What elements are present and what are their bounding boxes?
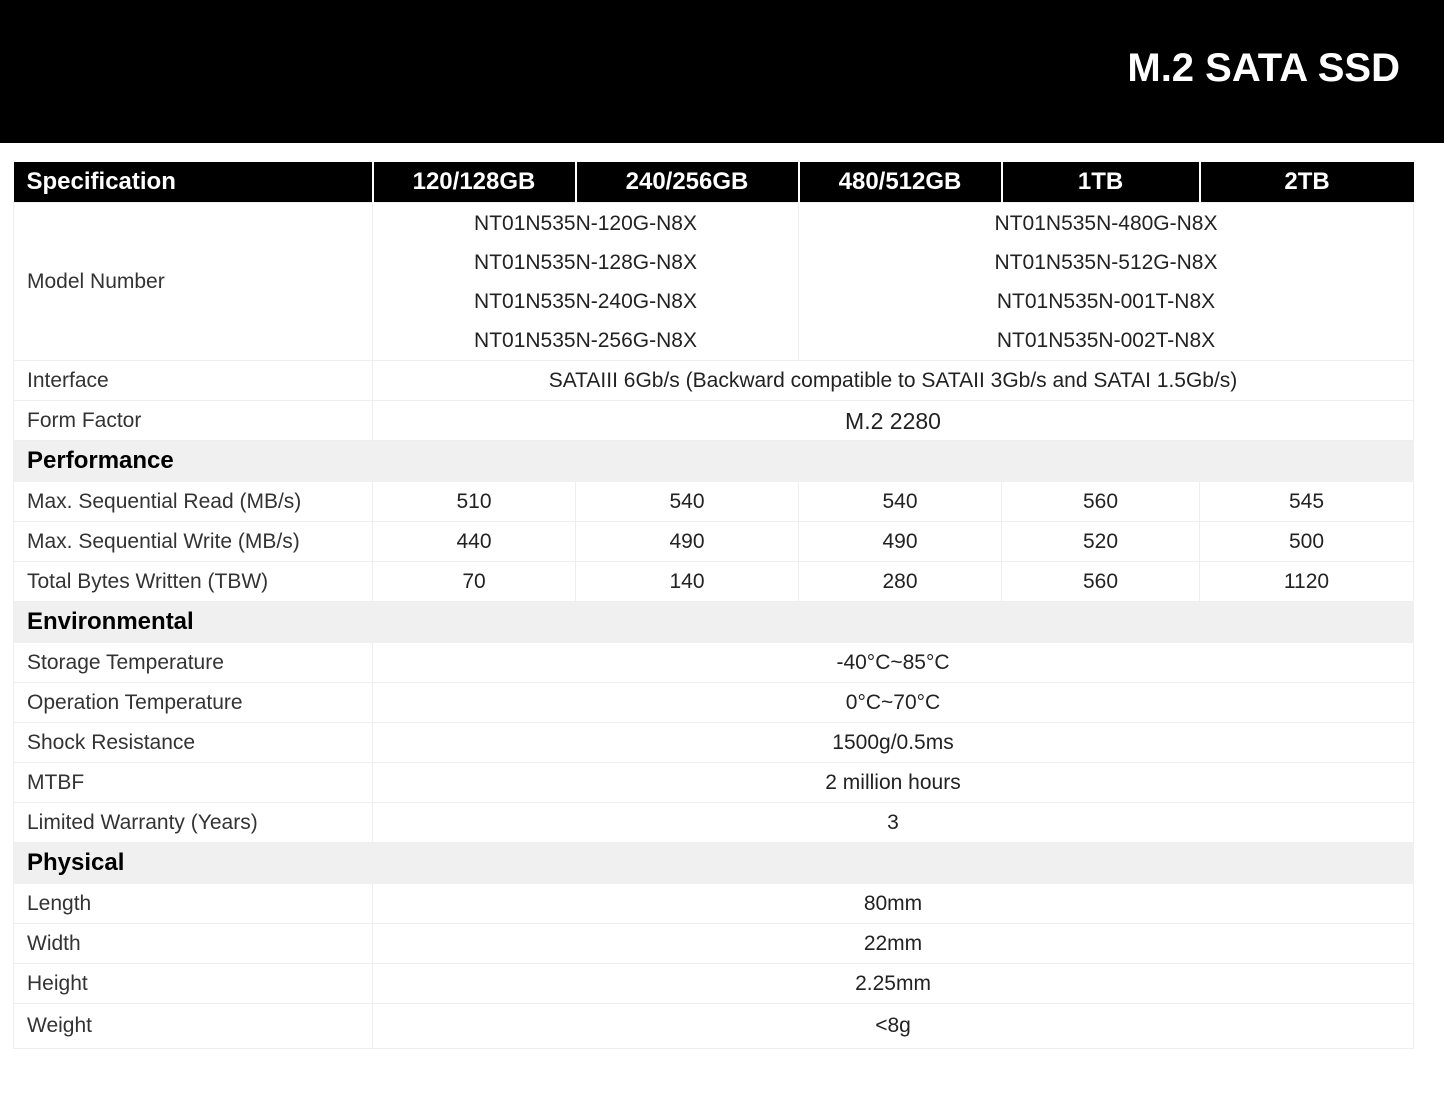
cell-value: 440 xyxy=(373,522,576,562)
model-number: NT01N535N-256G-N8X xyxy=(474,328,697,352)
row-value: 22mm xyxy=(373,924,1414,964)
table-row xyxy=(14,763,1414,803)
table-row xyxy=(14,884,1414,924)
table-row xyxy=(14,203,1414,361)
cell-value: 70 xyxy=(373,562,576,602)
cell-value: 520 xyxy=(1002,522,1200,562)
header-cell: 1TB xyxy=(1002,162,1200,203)
row-value: 0°C~70°C xyxy=(373,683,1414,723)
model-number: NT01N535N-120G-N8X xyxy=(474,211,697,235)
cell-value: 1120 xyxy=(1200,562,1414,602)
row-label: Operation Temperature xyxy=(14,683,373,723)
row-label: Length xyxy=(14,884,373,924)
row-value: 3 xyxy=(373,803,1414,843)
cell-value: 490 xyxy=(799,522,1002,562)
model-number: NT01N535N-002T-N8X xyxy=(996,328,1216,352)
header-cell: Specification xyxy=(14,162,373,203)
table-row xyxy=(14,964,1414,1004)
row-label: Total Bytes Written (TBW) xyxy=(14,562,373,602)
header-cell: 2TB xyxy=(1200,162,1414,203)
cell-value: 510 xyxy=(373,482,576,522)
section-header-performance xyxy=(14,441,1414,482)
header-cell: 120/128GB xyxy=(373,162,576,203)
row-value: M.2 2280 xyxy=(373,401,1414,441)
title-banner xyxy=(0,0,1444,143)
spec-table xyxy=(13,162,1414,1049)
row-value: -40°C~85°C xyxy=(373,643,1414,683)
row-label: Weight xyxy=(14,1004,373,1049)
row-value: 2.25mm xyxy=(373,964,1414,1004)
row-label: Max. Sequential Read (MB/s) xyxy=(14,482,373,522)
row-value: 80mm xyxy=(373,884,1414,924)
cell-value: 490 xyxy=(576,522,799,562)
row-label: Shock Resistance xyxy=(14,723,373,763)
row-label: Storage Temperature xyxy=(14,643,373,683)
table-row xyxy=(14,803,1414,843)
row-label: Form Factor xyxy=(14,401,373,441)
model-number: NT01N535N-480G-N8X xyxy=(994,211,1218,235)
section-header-physical xyxy=(14,843,1414,884)
table-row xyxy=(14,683,1414,723)
table-row xyxy=(14,482,1414,522)
cell-value: 560 xyxy=(1002,562,1200,602)
cell-value: 280 xyxy=(799,562,1002,602)
table-row xyxy=(14,924,1414,964)
section-title: Environmental xyxy=(14,602,1414,643)
page-title: M.2 SATA SSD xyxy=(1127,46,1400,90)
table-row xyxy=(14,361,1414,401)
table-row xyxy=(14,562,1414,602)
cell-value: 540 xyxy=(799,482,1002,522)
model-number: NT01N535N-512G-N8X xyxy=(994,250,1218,274)
table-row xyxy=(14,723,1414,763)
row-value: 2 million hours xyxy=(373,763,1414,803)
section-header-environmental xyxy=(14,602,1414,643)
table-row xyxy=(14,643,1414,683)
row-label: Interface xyxy=(14,361,373,401)
cell-value: 500 xyxy=(1200,522,1414,562)
table-row xyxy=(14,1004,1414,1049)
row-label: Max. Sequential Write (MB/s) xyxy=(14,522,373,562)
row-value: 1500g/0.5ms xyxy=(373,723,1414,763)
cell-value: 560 xyxy=(1002,482,1200,522)
model-number: NT01N535N-240G-N8X xyxy=(474,289,697,313)
row-value: SATAIII 6Gb/s (Backward compatible to SATAII 3Gb/s and SATAI 1.5Gb/s) xyxy=(373,361,1414,401)
row-value: <8g xyxy=(373,1004,1414,1049)
model-numbers-right xyxy=(799,203,1414,361)
section-title: Performance xyxy=(14,441,1414,482)
row-label: MTBF xyxy=(14,763,373,803)
cell-value: 140 xyxy=(576,562,799,602)
cell-value: 540 xyxy=(576,482,799,522)
cell-value: 545 xyxy=(1200,482,1414,522)
model-number: NT01N535N-128G-N8X xyxy=(474,250,697,274)
header-cell: 480/512GB xyxy=(799,162,1002,203)
section-title: Physical xyxy=(14,843,1414,884)
row-label: Height xyxy=(14,964,373,1004)
row-label: Model Number xyxy=(14,203,373,361)
row-label: Limited Warranty (Years) xyxy=(14,803,373,843)
header-cell: 240/256GB xyxy=(576,162,799,203)
row-label: Width xyxy=(14,924,373,964)
table-row xyxy=(14,401,1414,441)
table-header-row xyxy=(14,162,1414,203)
table-row xyxy=(14,522,1414,562)
model-number: NT01N535N-001T-N8X xyxy=(996,289,1216,313)
model-numbers-left xyxy=(373,203,799,361)
